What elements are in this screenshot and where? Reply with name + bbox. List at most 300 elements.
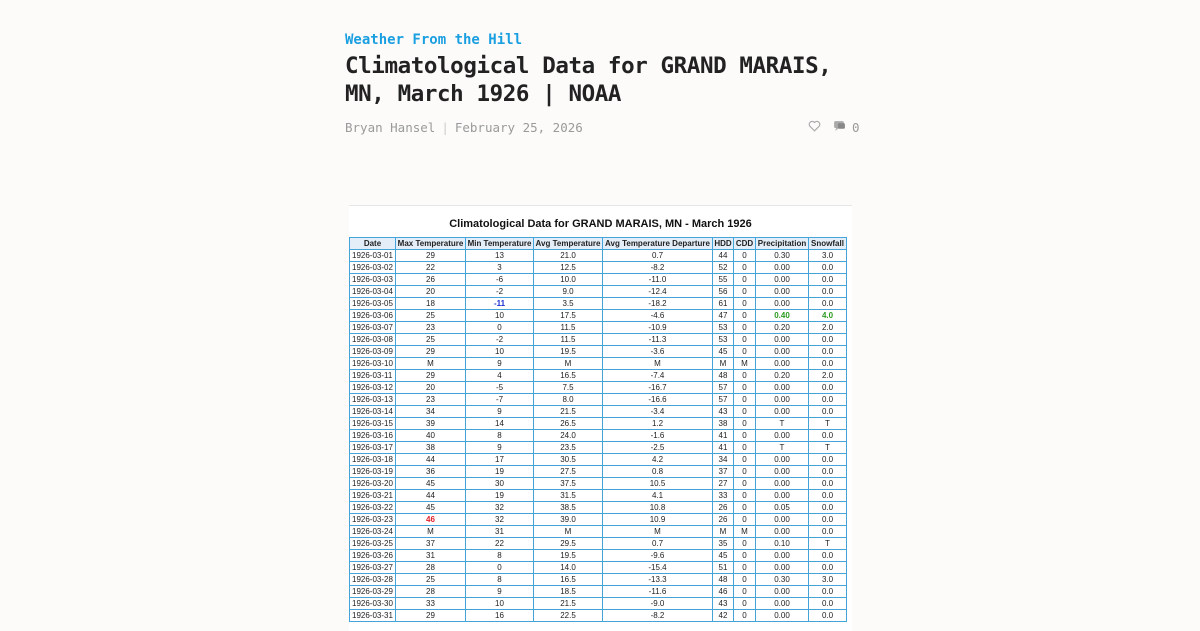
- table-cell: 57: [713, 394, 734, 406]
- table-cell: 0: [734, 382, 756, 394]
- comment-count[interactable]: 0: [852, 120, 860, 135]
- table-cell: 29.5: [534, 538, 603, 550]
- table-cell: 46: [396, 514, 466, 526]
- table-cell: 0.00: [756, 334, 809, 346]
- author-link[interactable]: Bryan Hansel: [345, 120, 436, 135]
- table-cell: 0: [734, 250, 756, 262]
- table-cell: 4: [466, 370, 534, 382]
- table-row: [350, 562, 847, 574]
- table-cell: 0.00: [756, 430, 809, 442]
- table-cell: 0: [734, 550, 756, 562]
- table-cell: 43: [713, 598, 734, 610]
- table-cell: 0.10: [756, 538, 809, 550]
- table-cell: 1926-03-09: [350, 346, 396, 358]
- table-cell: M: [713, 526, 734, 538]
- table-row: [350, 574, 847, 586]
- table-cell: 0.0: [809, 286, 847, 298]
- table-row: [350, 394, 847, 406]
- table-header-row: [350, 238, 847, 250]
- table-cell: 0.0: [809, 430, 847, 442]
- table-cell: 0.00: [756, 454, 809, 466]
- table-cell: M: [713, 358, 734, 370]
- table-cell: 0.00: [756, 358, 809, 370]
- table-cell: 0.00: [756, 394, 809, 406]
- post-meta: [345, 120, 583, 135]
- table-cell: 0: [734, 370, 756, 382]
- table-cell: 31.5: [534, 490, 603, 502]
- table-cell: 14: [466, 418, 534, 430]
- table-cell: -3.4: [603, 406, 713, 418]
- table-cell: 0: [734, 442, 756, 454]
- table-cell: 1926-03-02: [350, 262, 396, 274]
- table-cell: 0.0: [809, 382, 847, 394]
- table-cell: 1926-03-01: [350, 250, 396, 262]
- table-cell: 1926-03-07: [350, 322, 396, 334]
- table-cell: 0: [734, 598, 756, 610]
- table-cell: 1926-03-28: [350, 574, 396, 586]
- table-cell: -15.4: [603, 562, 713, 574]
- post-date: February 25, 2026: [454, 120, 583, 135]
- table-cell: 48: [713, 370, 734, 382]
- table-cell: 29: [396, 370, 466, 382]
- table-cell: -2: [466, 334, 534, 346]
- table-cell: 23.5: [534, 442, 603, 454]
- table-cell: 4.2: [603, 454, 713, 466]
- table-cell: -2.5: [603, 442, 713, 454]
- table-cell: 0.00: [756, 526, 809, 538]
- table-cell: M: [396, 358, 466, 370]
- table-cell: M: [534, 358, 603, 370]
- table-cell: 4.0: [809, 310, 847, 322]
- table-cell: 1926-03-26: [350, 550, 396, 562]
- table-cell: 10.8: [603, 502, 713, 514]
- table-cell: -9.0: [603, 598, 713, 610]
- table-cell: 0: [734, 418, 756, 430]
- table-cell: 10: [466, 346, 534, 358]
- table-cell: 19: [466, 466, 534, 478]
- table-cell: 10.0: [534, 274, 603, 286]
- table-cell: 37.5: [534, 478, 603, 490]
- table-cell: 31: [396, 550, 466, 562]
- table-cell: 1926-03-27: [350, 562, 396, 574]
- table-cell: -12.4: [603, 286, 713, 298]
- table-row: [350, 346, 847, 358]
- table-cell: 21.5: [534, 406, 603, 418]
- table-cell: 38.5: [534, 502, 603, 514]
- table-cell: 0: [734, 610, 756, 622]
- table-cell: 0.00: [756, 598, 809, 610]
- table-cell: 32: [466, 502, 534, 514]
- table-cell: 17.5: [534, 310, 603, 322]
- table-row: [350, 322, 847, 334]
- table-cell: -11.6: [603, 586, 713, 598]
- table-cell: 1926-03-10: [350, 358, 396, 370]
- table-cell: -9.6: [603, 550, 713, 562]
- table-cell: 0.40: [756, 310, 809, 322]
- table-cell: 4.1: [603, 490, 713, 502]
- table-cell: 0.00: [756, 466, 809, 478]
- table-cell: 45: [713, 346, 734, 358]
- table-cell: 0: [466, 562, 534, 574]
- table-cell: 9.0: [534, 286, 603, 298]
- table-row: [350, 418, 847, 430]
- table-cell: 1926-03-13: [350, 394, 396, 406]
- table-cell: 25: [396, 334, 466, 346]
- table-cell: 1926-03-05: [350, 298, 396, 310]
- table-cell: 27: [713, 478, 734, 490]
- blog-name-link[interactable]: Weather From the Hill: [345, 32, 523, 48]
- table-cell: 33: [396, 598, 466, 610]
- table-cell: 1926-03-15: [350, 418, 396, 430]
- table-row: [350, 526, 847, 538]
- table-cell: -16.6: [603, 394, 713, 406]
- table-cell: 0.0: [809, 298, 847, 310]
- table-cell: 11.5: [534, 334, 603, 346]
- table-cell: 37: [396, 538, 466, 550]
- table-row: [350, 310, 847, 322]
- table-cell: 1926-03-04: [350, 286, 396, 298]
- table-cell: 0: [734, 502, 756, 514]
- table-cell: 0.00: [756, 262, 809, 274]
- table-cell: 1926-03-12: [350, 382, 396, 394]
- table-cell: T: [809, 442, 847, 454]
- table-cell: 1926-03-14: [350, 406, 396, 418]
- column-header: Precipitation: [756, 238, 809, 250]
- table-row: [350, 286, 847, 298]
- table-cell: 46: [713, 586, 734, 598]
- table-cell: 0: [734, 298, 756, 310]
- table-cell: 1926-03-25: [350, 538, 396, 550]
- table-cell: 32: [466, 514, 534, 526]
- table-cell: -5: [466, 382, 534, 394]
- column-header: HDD: [714, 239, 732, 248]
- table-row: [350, 442, 847, 454]
- column-header: Avg Temperature Departure: [603, 238, 713, 250]
- table-cell: 0: [734, 322, 756, 334]
- table-cell: 0: [734, 574, 756, 586]
- table-row: [350, 466, 847, 478]
- table-cell: 1.2: [603, 418, 713, 430]
- comment-icon[interactable]: [833, 120, 846, 135]
- table-cell: 16.5: [534, 574, 603, 586]
- table-cell: 0: [734, 262, 756, 274]
- table-cell: 1926-03-22: [350, 502, 396, 514]
- table-cell: 34: [713, 454, 734, 466]
- table-cell: 8.0: [534, 394, 603, 406]
- table-cell: 1926-03-11: [350, 370, 396, 382]
- table-cell: 0.05: [756, 502, 809, 514]
- table-cell: M: [396, 526, 466, 538]
- table-cell: 0: [734, 346, 756, 358]
- table-cell: 18.5: [534, 586, 603, 598]
- table-row: [350, 586, 847, 598]
- table-cell: 0: [734, 310, 756, 322]
- table-cell: 0.0: [809, 514, 847, 526]
- table-row: [350, 274, 847, 286]
- table-cell: 1926-03-20: [350, 478, 396, 490]
- table-cell: 0: [734, 286, 756, 298]
- table-cell: 20: [396, 286, 466, 298]
- table-cell: 0.0: [809, 394, 847, 406]
- table-cell: 10: [466, 598, 534, 610]
- table-row: [350, 550, 847, 562]
- table-row: [350, 502, 847, 514]
- table-cell: T: [756, 418, 809, 430]
- table-cell: 1926-03-30: [350, 598, 396, 610]
- table-cell: 0.0: [809, 586, 847, 598]
- table-cell: 1926-03-24: [350, 526, 396, 538]
- table-cell: 45: [396, 478, 466, 490]
- table-cell: 30: [466, 478, 534, 490]
- table-cell: 45: [396, 502, 466, 514]
- table-cell: 34: [396, 406, 466, 418]
- table-cell: 0: [734, 514, 756, 526]
- table-cell: 3.5: [534, 298, 603, 310]
- table-cell: 0.0: [809, 358, 847, 370]
- table-cell: -1.6: [603, 430, 713, 442]
- table-cell: 30.5: [534, 454, 603, 466]
- table-cell: 1926-03-16: [350, 430, 396, 442]
- table-cell: -11.3: [603, 334, 713, 346]
- table-cell: 25: [396, 574, 466, 586]
- table-cell: 0.20: [756, 322, 809, 334]
- table-cell: 29: [396, 250, 466, 262]
- table-title: Climatological Data for GRAND MARAIS, MN - March 1926: [449, 218, 752, 230]
- table-cell: 44: [713, 250, 734, 262]
- table-cell: 44: [396, 454, 466, 466]
- table-cell: 10.9: [603, 514, 713, 526]
- table-cell: 51: [713, 562, 734, 574]
- table-cell: 10: [466, 310, 534, 322]
- table-cell: 42: [713, 610, 734, 622]
- table-cell: 0.00: [756, 550, 809, 562]
- table-cell: 1926-03-06: [350, 310, 396, 322]
- table-cell: 17: [466, 454, 534, 466]
- table-cell: 39.0: [534, 514, 603, 526]
- climate-table-image: [349, 205, 852, 631]
- table-cell: -13.3: [603, 574, 713, 586]
- table-cell: 19.5: [534, 550, 603, 562]
- table-cell: 0.30: [756, 250, 809, 262]
- table-cell: 26: [713, 514, 734, 526]
- table-cell: 3: [466, 262, 534, 274]
- table-cell: 56: [713, 286, 734, 298]
- table-cell: 13: [466, 250, 534, 262]
- table-cell: M: [734, 526, 756, 538]
- table-row: [350, 454, 847, 466]
- table-cell: 1926-03-03: [350, 274, 396, 286]
- table-cell: 9: [466, 406, 534, 418]
- table-cell: 0.7: [603, 250, 713, 262]
- table-cell: 12.5: [534, 262, 603, 274]
- table-cell: M: [603, 526, 713, 538]
- table-cell: 44: [396, 490, 466, 502]
- post-title: Climatological Data for GRAND MARAIS, MN, March 1926 | NOAA: [345, 53, 832, 107]
- table-cell: -16.7: [603, 382, 713, 394]
- table-cell: 47: [713, 310, 734, 322]
- table-cell: 0: [734, 334, 756, 346]
- table-cell: 21.5: [534, 598, 603, 610]
- table-cell: 0.00: [756, 586, 809, 598]
- table-cell: 52: [713, 262, 734, 274]
- table-cell: 41: [713, 430, 734, 442]
- climate-data-table: [349, 237, 847, 622]
- table-row: [350, 262, 847, 274]
- table-cell: 19.5: [534, 346, 603, 358]
- table-cell: T: [809, 418, 847, 430]
- table-cell: 26: [396, 274, 466, 286]
- table-cell: T: [809, 538, 847, 550]
- table-cell: 9: [466, 358, 534, 370]
- table-cell: -2: [466, 286, 534, 298]
- table-cell: -6: [466, 274, 534, 286]
- table-cell: 0.00: [756, 286, 809, 298]
- table-cell: -8.2: [603, 262, 713, 274]
- table-cell: T: [756, 442, 809, 454]
- table-cell: 0.00: [756, 610, 809, 622]
- table-cell: 0: [734, 478, 756, 490]
- table-cell: 36: [396, 466, 466, 478]
- table-cell: 0.0: [809, 262, 847, 274]
- table-cell: 23: [396, 394, 466, 406]
- table-cell: -11: [466, 298, 534, 310]
- table-cell: 0.0: [809, 406, 847, 418]
- table-cell: 61: [713, 298, 734, 310]
- table-row: [350, 490, 847, 502]
- table-cell: 0: [734, 490, 756, 502]
- table-cell: 0.0: [809, 490, 847, 502]
- table-row: [350, 298, 847, 310]
- table-cell: 0: [734, 466, 756, 478]
- table-cell: 0.0: [809, 334, 847, 346]
- table-cell: 53: [713, 322, 734, 334]
- table-cell: 48: [713, 574, 734, 586]
- table-cell: -4.6: [603, 310, 713, 322]
- table-cell: 0: [734, 562, 756, 574]
- table-cell: 0: [466, 322, 534, 334]
- table-cell: 20: [396, 382, 466, 394]
- table-cell: 3.0: [809, 250, 847, 262]
- table-cell: 0.00: [756, 490, 809, 502]
- table-cell: 23: [396, 322, 466, 334]
- table-cell: 2.0: [809, 322, 847, 334]
- table-cell: 29: [396, 346, 466, 358]
- table-cell: 0.00: [756, 514, 809, 526]
- table-cell: 9: [466, 442, 534, 454]
- table-cell: 0.0: [809, 454, 847, 466]
- table-cell: 0.0: [809, 610, 847, 622]
- table-cell: M: [734, 358, 756, 370]
- table-cell: 39: [396, 418, 466, 430]
- table-cell: 28: [396, 562, 466, 574]
- table-row: [350, 610, 847, 622]
- table-cell: -10.9: [603, 322, 713, 334]
- table-row: [350, 382, 847, 394]
- table-row: [350, 430, 847, 442]
- table-cell: 27.5: [534, 466, 603, 478]
- table-cell: 25: [396, 310, 466, 322]
- column-header: Min Temperature: [466, 238, 534, 250]
- table-cell: 1926-03-23: [350, 514, 396, 526]
- table-cell: 1926-03-17: [350, 442, 396, 454]
- table-cell: 0.0: [809, 478, 847, 490]
- table-cell: 16.5: [534, 370, 603, 382]
- table-cell: 8: [466, 550, 534, 562]
- heart-icon[interactable]: [808, 120, 821, 135]
- table-cell: 0.00: [756, 274, 809, 286]
- table-cell: 0.8: [603, 466, 713, 478]
- table-cell: 0.00: [756, 478, 809, 490]
- meta-divider: |: [441, 120, 449, 135]
- table-cell: 0.0: [809, 466, 847, 478]
- table-cell: 9: [466, 586, 534, 598]
- table-cell: 0.7: [603, 538, 713, 550]
- table-cell: 31: [466, 526, 534, 538]
- table-row: [350, 598, 847, 610]
- table-cell: 29: [396, 610, 466, 622]
- table-cell: 53: [713, 334, 734, 346]
- table-cell: 0.0: [809, 274, 847, 286]
- table-cell: 0.0: [809, 550, 847, 562]
- table-cell: 45: [713, 550, 734, 562]
- table-cell: 11.5: [534, 322, 603, 334]
- table-cell: 43: [713, 406, 734, 418]
- table-cell: 28: [396, 586, 466, 598]
- post-actions: [808, 120, 860, 135]
- table-cell: 1926-03-29: [350, 586, 396, 598]
- table-cell: 0.0: [809, 346, 847, 358]
- table-cell: 1926-03-18: [350, 454, 396, 466]
- table-cell: 0.00: [756, 562, 809, 574]
- column-header: CDD: [734, 238, 756, 250]
- table-cell: 16: [466, 610, 534, 622]
- table-cell: 26: [713, 502, 734, 514]
- table-cell: 8: [466, 574, 534, 586]
- column-header: Date: [350, 238, 396, 250]
- table-cell: 0: [734, 274, 756, 286]
- table-cell: 1926-03-21: [350, 490, 396, 502]
- table-cell: -7: [466, 394, 534, 406]
- table-cell: 0.30: [756, 574, 809, 586]
- table-cell: 1926-03-08: [350, 334, 396, 346]
- table-cell: 14.0: [534, 562, 603, 574]
- table-cell: 0.20: [756, 370, 809, 382]
- table-row: [350, 514, 847, 526]
- table-cell: 0.0: [809, 502, 847, 514]
- table-cell: 0.00: [756, 382, 809, 394]
- column-header: Avg Temperature: [534, 238, 603, 250]
- table-row: [350, 538, 847, 550]
- table-cell: 0.0: [809, 526, 847, 538]
- table-cell: 0: [734, 454, 756, 466]
- table-cell: 38: [396, 442, 466, 454]
- table-cell: 38: [713, 418, 734, 430]
- column-header: Snowfall: [809, 238, 847, 250]
- table-cell: 0: [734, 394, 756, 406]
- table-row: [350, 478, 847, 490]
- table-cell: 35: [713, 538, 734, 550]
- table-cell: 10.5: [603, 478, 713, 490]
- table-cell: 0.00: [756, 298, 809, 310]
- table-cell: 1926-03-19: [350, 466, 396, 478]
- table-cell: 0.00: [756, 346, 809, 358]
- table-cell: 57: [713, 382, 734, 394]
- table-row: [350, 406, 847, 418]
- table-cell: 24.0: [534, 430, 603, 442]
- table-cell: 22: [466, 538, 534, 550]
- table-cell: 3.0: [809, 574, 847, 586]
- table-cell: M: [603, 358, 713, 370]
